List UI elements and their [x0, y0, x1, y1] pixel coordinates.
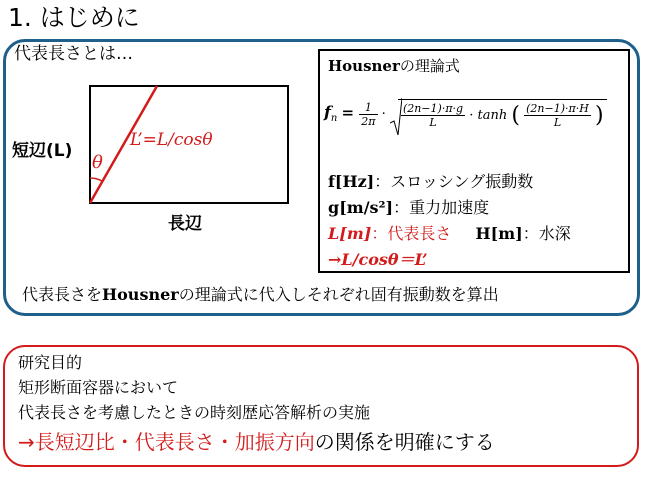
summary-text [22, 282, 499, 305]
var-line-f [328, 169, 533, 192]
formula-title-bold: Housner [328, 57, 400, 75]
eq-coef-den: 2π [361, 114, 376, 128]
objectives-line3-black: の関係を明確にする [314, 430, 495, 454]
eq-coef-num: 1 [359, 101, 377, 115]
housner-formula-box [318, 49, 630, 273]
eq-tanh: tanh [477, 108, 508, 123]
eq-frac1 [401, 102, 465, 129]
eq-lhs: f [324, 102, 331, 122]
eq-frac2-num: (2n−1)·π·H [526, 102, 589, 115]
summary-pre: 代表長さを [22, 285, 103, 304]
eq-frac1-den: L [429, 116, 437, 129]
slide-title: 1. はじめに [8, 3, 140, 32]
housner-equation: $f_n$ = $\frac{1}{2\pi}$ · $\frac{(2n-1)\cdot\pi\cdot g}{L}$ · tanh ( $\frac{(2n-1)\cdot\pi\cdot H}{L}$ ) [324, 99, 607, 129]
objectives-line3 [18, 426, 495, 455]
objectives-line1: 矩形断面容器において [18, 378, 179, 397]
var-l-desc: ：代表長さ [371, 224, 452, 243]
eq-sqrt: $\frac{(2n-1)\cdot\pi\cdot g}{L}$ · tanh ( $\frac{(2n-1)\cdot\pi\cdot H}{L}$ ) [390, 99, 607, 129]
objectives-line3-red: →長短辺比・代表長さ・加振方向 [18, 430, 315, 454]
eq-coef [359, 101, 377, 128]
formula-title-rest: の理論式 [399, 57, 460, 75]
eq-frac1-num: (2n−1)·π·g [402, 102, 464, 115]
sqrt-symbol [390, 97, 402, 137]
formula-title [328, 55, 460, 76]
var-h-symbol: H[m] [475, 224, 523, 243]
intro-text: 代表長さとは… [14, 44, 133, 64]
var-f-symbol: f[Hz] [328, 172, 375, 191]
short-side-label: 短辺(L) [12, 141, 73, 161]
arrow-relation: →L/cosθ＝L’ [328, 250, 428, 269]
eq-frac2-den: L [553, 116, 562, 129]
eq-frac2 [524, 102, 591, 129]
summary-post: の理論式に代入しそれぞれ固有振動数を算出 [178, 285, 499, 304]
var-line-g [328, 195, 489, 218]
var-l-symbol: L[m] [328, 224, 372, 243]
var-g-desc: ：重力加速度 [393, 198, 490, 217]
angle-label: θ [92, 152, 103, 173]
var-h-desc: ：水深 [522, 224, 571, 243]
var-g-symbol: g[m/s²] [328, 198, 394, 217]
summary-bold: Housner [102, 285, 179, 304]
objectives-heading: 研究目的 [18, 353, 83, 372]
long-side-label: 長辺 [168, 214, 202, 234]
var-f-desc: ：スロッシング振動数 [374, 172, 534, 191]
diagonal-formula: L’=L/cosθ [130, 130, 213, 150]
angle-arc [90, 178, 102, 181]
var-line-l-h [328, 221, 571, 244]
objectives-line2: 代表長さを考慮したときの時刻歴応答解析の実施 [18, 403, 371, 422]
eq-sub: n [330, 113, 338, 125]
